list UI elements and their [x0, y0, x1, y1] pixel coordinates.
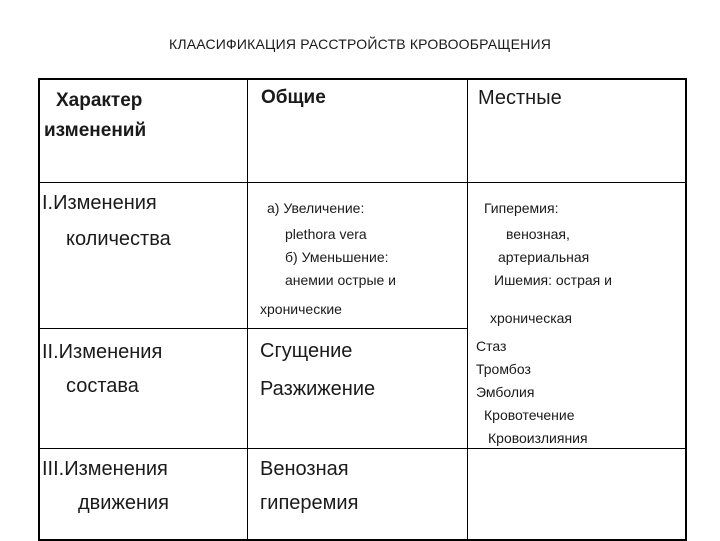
general-item: а) Увеличение: — [267, 200, 365, 216]
column-divider-2 — [467, 78, 468, 541]
category-composition — [42, 335, 162, 403]
local-item: Кровоизлияния — [488, 430, 588, 446]
header-change-type: Характер изменений — [44, 90, 147, 141]
classification-table — [38, 78, 687, 541]
local-item: Гиперемия: — [484, 200, 559, 216]
category-line: состава — [66, 375, 139, 397]
general-item: Разжижение — [260, 378, 376, 400]
page-title: КЛААСИФИКАЦИЯ РАССТРОЙСТВ КРОВООБРАЩЕНИЯ — [168, 36, 552, 52]
category-line: I.Изменения — [42, 192, 157, 214]
general-item: анемии острые и — [285, 272, 397, 288]
general-item: б) Уменьшение: — [285, 249, 389, 265]
local-item: Стаз — [476, 338, 507, 354]
local-item: артериальная — [498, 249, 590, 265]
table-border-top — [38, 78, 687, 80]
local-item: Ишемия: острая и — [494, 272, 612, 288]
header-general: Общие — [261, 87, 326, 108]
local-item: венозная, — [506, 226, 570, 242]
header-local: Местные — [478, 87, 562, 109]
general-item: хронические — [260, 301, 342, 317]
row-divider-1 — [38, 182, 687, 183]
table-border-right — [685, 78, 687, 541]
table-border-left — [38, 78, 40, 541]
category-line: движения — [78, 492, 170, 514]
row-divider-3 — [38, 448, 687, 449]
category-line: количества — [66, 228, 171, 250]
general-item: Сгущение — [260, 340, 353, 362]
column-divider-1 — [247, 78, 248, 541]
row-divider-2 — [38, 328, 468, 329]
local-item: Эмболия — [476, 384, 535, 400]
general-item: гиперемия — [260, 492, 359, 514]
category-line: II.Изменения — [42, 341, 163, 363]
local-item: хроническая — [490, 310, 573, 326]
local-item: Кровотечение — [484, 407, 575, 423]
local-item: Тромбоз — [476, 361, 531, 377]
general-item: plethora vera — [285, 226, 367, 242]
category-movement — [42, 452, 169, 520]
category-line: III.Изменения — [42, 458, 168, 480]
general-item: Венозная — [260, 458, 349, 480]
category-quantity — [42, 185, 171, 257]
